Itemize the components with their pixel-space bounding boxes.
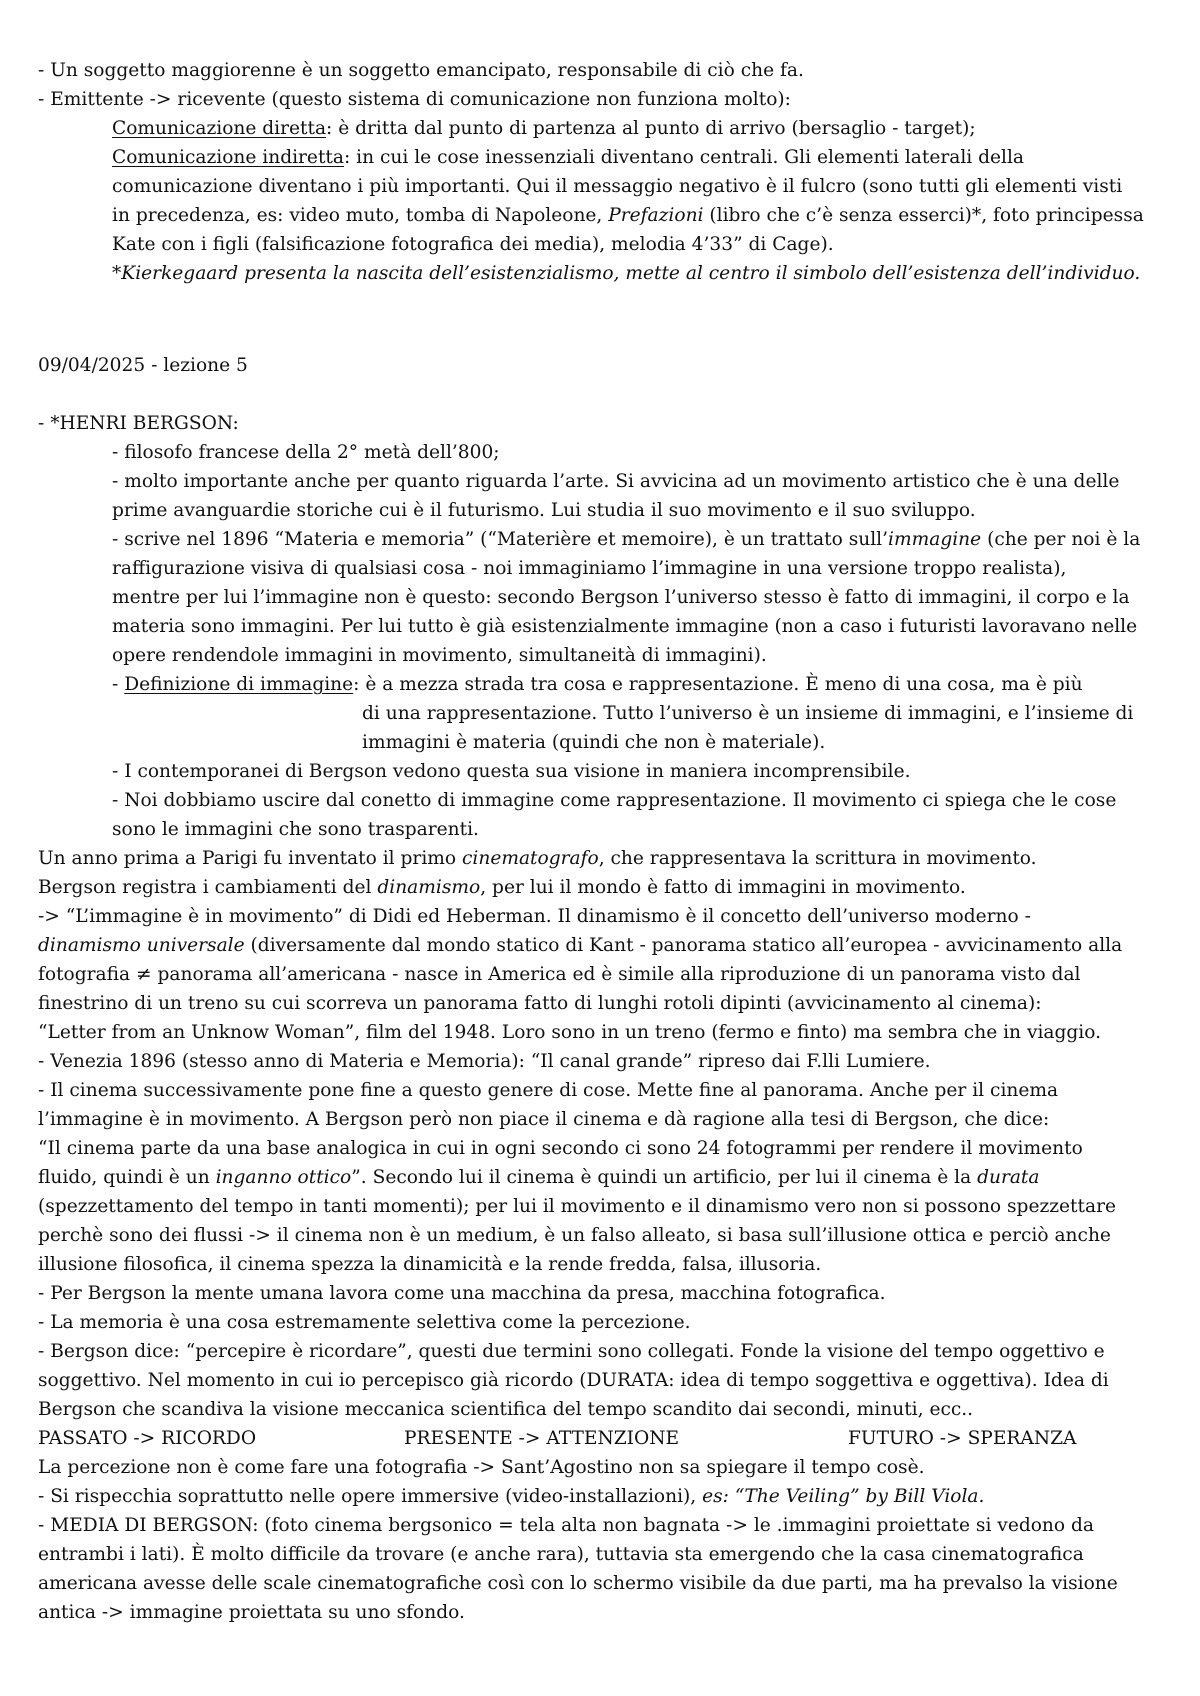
text-line [38, 844, 1172, 873]
text-line [112, 172, 1172, 201]
text: fotografia ≠ panorama all’americana - nasce in America ed è simile alla riproduzione di un panorama visto dal [38, 964, 1081, 985]
text-line [38, 1018, 1172, 1047]
text-line [362, 728, 1172, 757]
text: - I contemporanei di Bergson vedono questa sua visione in maniera incomprensibile. [112, 761, 911, 782]
text-line [112, 467, 1172, 496]
text-line [112, 612, 1172, 641]
text: americana avesse delle scale cinematografiche così con lo schermo visibile da due parti, ma ha prevalso la visione [38, 1573, 1118, 1594]
text-line [38, 960, 1172, 989]
text-line [38, 1047, 1172, 1076]
italic-term: immagine [888, 529, 982, 550]
text-line [38, 1308, 1172, 1337]
text-line [112, 114, 1172, 143]
text: Bergson registra i cambiamenti del [38, 877, 378, 898]
text: : in cui le cose inessenziali diventano centrali. Gli elementi laterali della [343, 147, 1025, 168]
text-line [38, 873, 1172, 902]
text-line [38, 1192, 1172, 1221]
text: l’immagine è in movimento. A Bergson però non piace il cinema e dà ragione alla tesi di Bergson, che dice: [38, 1109, 1050, 1130]
text: entrambi i lati). È molto difficile da trovare (e anche rara), tuttavia sta emergendo che la casa cinematografica [38, 1544, 1084, 1565]
text: - MEDIA DI BERGSON: (foto cinema bergsonico = tela alta non bagnata -> le .immagini proiettate si vedono da [38, 1515, 1094, 1536]
text-line [38, 1540, 1172, 1569]
text-line [38, 56, 1172, 85]
text: - Un soggetto maggiorenne è un soggetto emancipato, responsabile di ciò che fa. [38, 60, 804, 81]
text: Kate con i figli (falsificazione fotografica dei media), melodia 4’33” di Cage). [112, 234, 834, 255]
text: - Noi dobbiamo uscire dal conetto di immagine come rappresentazione. Il movimento ci spiega che le cose [112, 790, 1117, 811]
text: finestrino di un treno su cui scorreva un panorama fatto di lunghi rotoli dipinti (avvicinamento al cinema): [38, 993, 1042, 1014]
text-line [38, 1221, 1172, 1250]
text-line [112, 554, 1172, 583]
text: mentre per lui l’immagine non è questo: secondo Bergson l’universo stesso è fatto di immagini, il corpo e la [112, 587, 1130, 608]
lesson-date [38, 351, 1172, 380]
italic-term: cinematografo [462, 848, 599, 869]
text-line [112, 670, 1172, 699]
text-line [38, 1453, 1172, 1482]
text-line [38, 902, 1172, 931]
text-line [112, 230, 1172, 259]
underlined-term: Definizione di immagine [124, 674, 354, 695]
triad-futuro: FUTURO -> SPERANZA [848, 1428, 1077, 1449]
text-line [38, 1569, 1172, 1598]
text: - La memoria è una cosa estremamente selettiva come la percezione. [38, 1312, 691, 1333]
italic-term: inganno ottico [215, 1167, 352, 1188]
text-line [112, 641, 1172, 670]
text-line [112, 786, 1172, 815]
triad-presente: PRESENTE -> ATTENZIONE [404, 1428, 680, 1449]
italic-note: *Kierkegaard presenta la nascita dell’esistenzialismo, mette al centro il simbolo dell’esistenza dell’individuo. [112, 263, 1141, 284]
text: “Letter from an Unknow Woman”, film del 1948. Loro sono in un treno (fermo e finto) ma sembra che in viaggio. [38, 1022, 1102, 1043]
text-line [38, 85, 1172, 114]
text: (libro che c’è senza esserci)*, foto principessa [703, 205, 1144, 226]
text-line [38, 1598, 1172, 1627]
text-line [38, 1366, 1172, 1395]
text-line [38, 1511, 1172, 1540]
text-line [112, 201, 1172, 230]
text-line [38, 1163, 1172, 1192]
text: - Venezia 1896 (stesso anno di Materia e Memoria): “Il canal grande” ripreso dai F.lli Lumiere. [38, 1051, 931, 1072]
italic-term: es: “The Veiling” by Bill Viola. [702, 1486, 985, 1507]
text-line [38, 1279, 1172, 1308]
text: ”. Secondo lui il cinema è quindi un artificio, per lui il cinema è la [351, 1167, 978, 1188]
text: La percezione non è come fare una fotografia -> Sant’Agostino non sa spiegare il tempo cosè. [38, 1457, 925, 1478]
text: (spezzettamento del tempo in tanti momenti); per lui il movimento e il dinamismo vero non si possono spezzettare [38, 1196, 1116, 1217]
text-line [38, 1105, 1172, 1134]
text: di una rappresentazione. Tutto l’universo è un insieme di immagini, e l’insieme di [362, 703, 1134, 724]
text: - scrive nel 1896 “Materia e memoria” (“Materière et memoire), è un trattato sull’ [112, 529, 889, 550]
text-line [112, 583, 1172, 612]
text: - Per Bergson la mente umana lavora come una macchina da presa, macchina fotografica. [38, 1283, 886, 1304]
text: opere rendendole immagini in movimento, simultaneità di immagini). [112, 645, 767, 666]
text: - Si rispecchia soprattutto nelle opere immersive (video-installazioni), [38, 1486, 703, 1507]
italic-term: dinamismo [377, 877, 481, 898]
text: materia sono immagini. Per lui tutto è già esistenzialmente immagine (non a caso i futuristi lavoravano nelle [112, 616, 1138, 637]
text: , per lui il mondo è fatto di immagini in movimento. [480, 877, 966, 898]
text: - molto importante anche per quanto riguarda l’arte. Si avvicina ad un movimento artistico che è una delle [112, 471, 1120, 492]
italic-term: dinamismo universale [38, 935, 245, 956]
text-line [112, 143, 1172, 172]
text-line [38, 931, 1172, 960]
text: , che rappresentava la scrittura in movimento. [598, 848, 1037, 869]
text-line [38, 1337, 1172, 1366]
text: 09/04/2025 - lezione 5 [38, 355, 248, 376]
section-title [38, 409, 1172, 438]
text-line [112, 525, 1172, 554]
triad-passato: PASSATO -> RICORDO [38, 1428, 257, 1449]
text: illusione filosofica, il cinema spezza la dinamicità e la rende fredda, falsa, illusoria. [38, 1254, 822, 1275]
text: sono le immagini che sono trasparenti. [112, 819, 479, 840]
text: : è dritta dal punto di partenza al punto di arrivo (bersaglio - target); [326, 118, 976, 139]
text: (diversamente dal mondo statico di Kant - panorama statico all’europea - avvicinamento alla [244, 935, 1123, 956]
text-line [38, 989, 1172, 1018]
text: - Bergson dice: “percepire è ricordare”, questi due termini sono collegati. Fonde la visione del tempo oggettivo e [38, 1341, 1105, 1362]
text: : è a mezza strada tra cosa e rappresentazione. È meno di una cosa, ma è più [353, 674, 1083, 695]
text-line [38, 1482, 1172, 1511]
text: comunicazione diventano i più importanti. Qui il messaggio negativo è il fulcro (sono tutti gli elementi visti [112, 176, 1123, 197]
text: raffigurazione visiva di qualsiasi cosa - noi immaginiamo l’immagine in una versione troppo realista), [112, 558, 1067, 579]
text-line [38, 1076, 1172, 1105]
text: (che per noi è la [981, 529, 1141, 550]
text: perchè sono dei flussi -> il cinema non è un medium, è un falso alleato, si basa sull’illusione ottica e perciò anche [38, 1225, 1111, 1246]
text: fluido, quindi è un [38, 1167, 216, 1188]
text: - Il cinema successivamente pone fine a questo genere di cose. Mette fine al panorama. Anche per il cinema [38, 1080, 1059, 1101]
text: antica -> immagine proiettata su uno sfondo. [38, 1602, 465, 1623]
text-line [38, 1134, 1172, 1163]
text-line [112, 815, 1172, 844]
text-line [112, 496, 1172, 525]
text-line [38, 1250, 1172, 1279]
underlined-term: Comunicazione diretta [112, 118, 327, 139]
italic-term: durata [977, 1167, 1040, 1188]
text: - filosofo francese della 2° metà dell’800; [112, 442, 500, 463]
text: in precedenza, es: video muto, tomba di Napoleone, [112, 205, 609, 226]
text: immagini è materia (quindi che non è materiale). [362, 732, 826, 753]
text: - [112, 674, 125, 695]
text: soggettivo. Nel momento in cui io percepisco già ricordo (DURATA: idea di tempo soggettiva e oggettiva). Idea di [38, 1370, 1109, 1391]
text-line [112, 438, 1172, 467]
text: -> “L’immagine è in movimento” di Didi ed Heberman. Il dinamismo è il concetto dell’universo moderno - [38, 906, 1031, 927]
text: - Emittente -> ricevente (questo sistema di comunicazione non funziona molto): [38, 89, 791, 110]
text-line [112, 757, 1172, 786]
text: “Il cinema parte da una base analogica in cui in ogni secondo ci sono 24 fotogrammi per rendere il movimento [38, 1138, 1083, 1159]
italic-term: Prefazioni [608, 205, 704, 226]
text: Un anno prima a Parigi fu inventato il primo [38, 848, 462, 869]
underlined-term: Comunicazione indiretta [112, 147, 344, 168]
text: prime avanguardie storiche cui è il futurismo. Lui studia il suo movimento e il suo sviluppo. [112, 500, 976, 521]
text-line [38, 1395, 1172, 1424]
text: Bergson che scandiva la visione meccanica scientifica del tempo scandito dai secondi, minuti, ecc.. [38, 1399, 974, 1420]
text-line [112, 259, 1172, 288]
text-line [362, 699, 1172, 728]
text: - *HENRI BERGSON: [38, 413, 239, 434]
